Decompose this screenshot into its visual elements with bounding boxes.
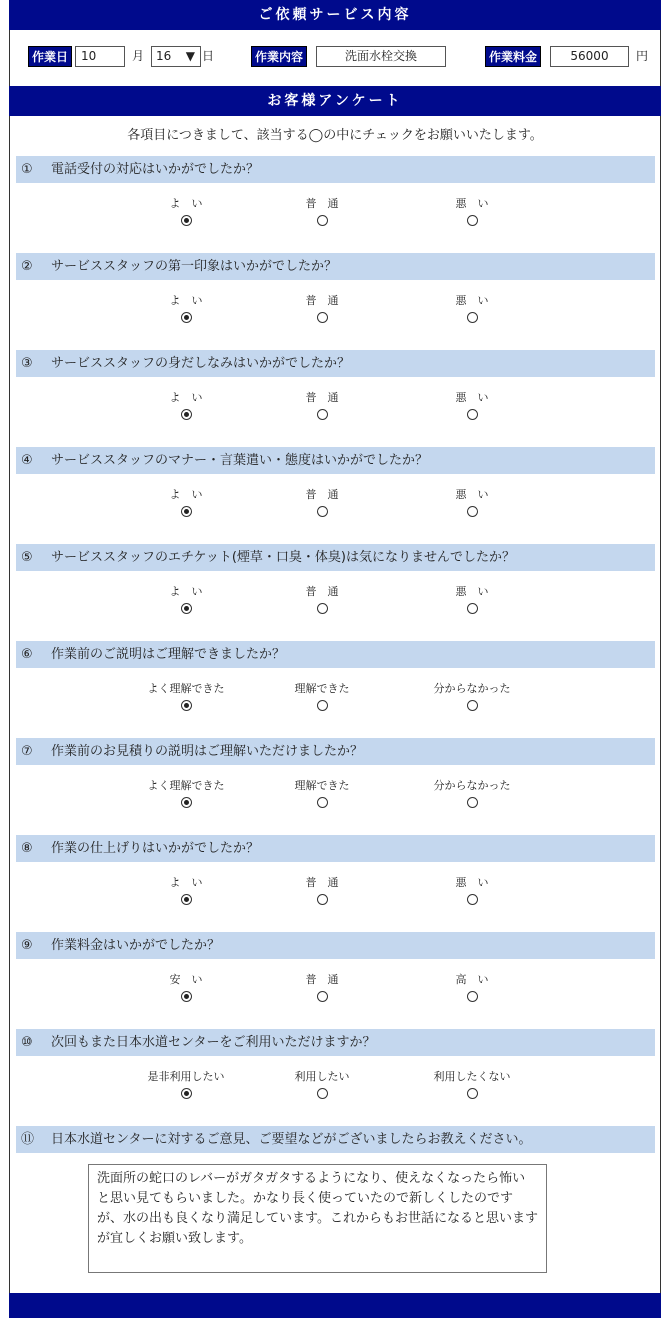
question-9-option-2[interactable] bbox=[262, 973, 382, 1002]
question-4-option-2[interactable] bbox=[262, 488, 382, 517]
question-7-header bbox=[16, 738, 655, 765]
question-8-option-3[interactable] bbox=[412, 876, 532, 905]
question-text: 作業前のご説明はご理解できましたか？ bbox=[51, 647, 286, 662]
radio-button[interactable] bbox=[181, 700, 192, 711]
option-label: 利用したくない bbox=[433, 1070, 511, 1083]
question-text: サービススタッフの身だしなみはいかがでしたか？ bbox=[51, 356, 351, 371]
question-10-option-3[interactable] bbox=[412, 1070, 532, 1099]
question-number: ⑨ bbox=[21, 938, 33, 953]
option-label: よ い bbox=[169, 294, 203, 307]
question-3-option-3[interactable] bbox=[412, 391, 532, 420]
question-10-option-1[interactable] bbox=[126, 1070, 246, 1099]
work-fee-field[interactable]: 56000 bbox=[550, 46, 629, 67]
option-label: よく理解できた bbox=[147, 682, 225, 695]
question-2-option-2[interactable] bbox=[262, 294, 382, 323]
survey-header: お客様アンケート bbox=[9, 86, 661, 116]
question-9-header bbox=[16, 932, 655, 959]
question-4-option-3[interactable] bbox=[412, 488, 532, 517]
question-7-option-3[interactable] bbox=[412, 779, 532, 808]
option-label: よ い bbox=[169, 488, 203, 501]
radio-button[interactable] bbox=[467, 215, 478, 226]
question-9-option-1[interactable] bbox=[126, 973, 246, 1002]
radio-button[interactable] bbox=[317, 797, 328, 808]
question-5-option-1[interactable] bbox=[126, 585, 246, 614]
service-info-row bbox=[9, 30, 661, 86]
radio-button[interactable] bbox=[467, 506, 478, 517]
radio-button[interactable] bbox=[181, 312, 192, 323]
radio-button[interactable] bbox=[317, 700, 328, 711]
question-10-header bbox=[16, 1029, 655, 1056]
option-label: よ い bbox=[169, 197, 203, 210]
option-label: 利用したい bbox=[294, 1070, 350, 1083]
radio-button[interactable] bbox=[317, 312, 328, 323]
question-1-option-2[interactable] bbox=[262, 197, 382, 226]
question-4-header bbox=[16, 447, 655, 474]
option-label: 悪 い bbox=[455, 391, 489, 404]
question-text: 作業料金はいかがでしたか？ bbox=[51, 938, 221, 953]
radio-button[interactable] bbox=[467, 409, 478, 420]
radio-button[interactable] bbox=[317, 506, 328, 517]
radio-button[interactable] bbox=[317, 991, 328, 1002]
radio-button[interactable] bbox=[181, 215, 192, 226]
comment-textarea[interactable]: 洗面所の蛇口のレバーがガタガタするようになり、使えなくなったら怖いと思い見てもらいました。かなり長く使っていたので新しくしたのですが、水の出も良くなり満足しています。これからもお世話になると思いますが宜しくお願い致します。 bbox=[88, 1164, 547, 1273]
day-select-value: 16 bbox=[156, 49, 172, 63]
question-6-option-3[interactable] bbox=[412, 682, 532, 711]
radio-button[interactable] bbox=[467, 797, 478, 808]
question-number: ⑤ bbox=[21, 550, 33, 565]
question-2-option-1[interactable] bbox=[126, 294, 246, 323]
question-1-option-3[interactable] bbox=[412, 197, 532, 226]
question-number: ⑦ bbox=[21, 744, 33, 759]
question-number: ⑪ bbox=[21, 1132, 35, 1147]
question-2-header bbox=[16, 253, 655, 280]
option-label: 分からなかった bbox=[433, 779, 511, 792]
question-number: ⑥ bbox=[21, 647, 33, 662]
question-text: サービススタッフのエチケット(煙草・口臭・体臭)は気になりませんでしたか？ bbox=[51, 550, 515, 565]
service-header: ご依頼サービス内容 bbox=[9, 0, 661, 30]
question-7-option-2[interactable] bbox=[262, 779, 382, 808]
option-label: 普 通 bbox=[305, 585, 339, 598]
question-2-option-3[interactable] bbox=[412, 294, 532, 323]
option-label: 悪 い bbox=[455, 197, 489, 210]
option-label: 悪 い bbox=[455, 585, 489, 598]
question-5-option-3[interactable] bbox=[412, 585, 532, 614]
question-number: ① bbox=[21, 162, 33, 177]
question-8-header bbox=[16, 835, 655, 862]
radio-button[interactable] bbox=[467, 700, 478, 711]
option-label: 普 通 bbox=[305, 876, 339, 889]
radio-button[interactable] bbox=[181, 409, 192, 420]
radio-button[interactable] bbox=[181, 1088, 192, 1099]
question-text: 電話受付の対応はいかがでしたか？ bbox=[51, 162, 260, 177]
radio-button[interactable] bbox=[317, 603, 328, 614]
chevron-down-icon: ▼ bbox=[185, 49, 195, 63]
radio-button[interactable] bbox=[317, 409, 328, 420]
question-1-option-1[interactable] bbox=[126, 197, 246, 226]
question-8-option-1[interactable] bbox=[126, 876, 246, 905]
radio-button[interactable] bbox=[467, 1088, 478, 1099]
day-unit: 日 bbox=[202, 49, 215, 63]
question-1-header bbox=[16, 156, 655, 183]
question-3-option-2[interactable] bbox=[262, 391, 382, 420]
option-label: よ い bbox=[169, 876, 203, 889]
question-text: 作業前のお見積りの説明はご理解いただけましたか？ bbox=[51, 744, 364, 759]
radio-button[interactable] bbox=[467, 991, 478, 1002]
question-6-header bbox=[16, 641, 655, 668]
option-label: 悪 い bbox=[455, 294, 489, 307]
radio-button[interactable] bbox=[317, 1088, 328, 1099]
option-label: よ い bbox=[169, 391, 203, 404]
work-date-label: 作業日 bbox=[28, 46, 72, 67]
question-text: 日本水道センターに対するご意見、ご要望などがございましたらお教えください。 bbox=[51, 1132, 532, 1147]
question-text: サービススタッフのマナー・言葉遣い・態度はいかがでしたか？ bbox=[51, 453, 429, 468]
question-3-header bbox=[16, 350, 655, 377]
question-9-option-3[interactable] bbox=[412, 973, 532, 1002]
work-content-label: 作業内容 bbox=[251, 46, 307, 67]
question-11-header bbox=[16, 1126, 655, 1153]
radio-button[interactable] bbox=[181, 603, 192, 614]
question-number: ⑧ bbox=[21, 841, 33, 856]
option-label: 安 い bbox=[169, 973, 203, 986]
work-fee-label: 作業料金 bbox=[485, 46, 541, 67]
question-text: サービススタッフの第一印象はいかがでしたか？ bbox=[51, 259, 338, 274]
question-6-option-1[interactable] bbox=[126, 682, 246, 711]
fee-unit: 円 bbox=[636, 49, 649, 63]
option-label: 高 い bbox=[455, 973, 489, 986]
option-label: 普 通 bbox=[305, 488, 339, 501]
question-number: ⑩ bbox=[21, 1035, 33, 1050]
question-number: ③ bbox=[21, 356, 33, 371]
option-label: 普 通 bbox=[305, 391, 339, 404]
option-label: 普 通 bbox=[305, 197, 339, 210]
question-3-option-1[interactable] bbox=[126, 391, 246, 420]
option-label: よく理解できた bbox=[147, 779, 225, 792]
radio-button[interactable] bbox=[181, 797, 192, 808]
question-text: 作業の仕上げりはいかがでしたか？ bbox=[51, 841, 260, 856]
radio-button[interactable] bbox=[467, 894, 478, 905]
question-6-option-2[interactable] bbox=[262, 682, 382, 711]
question-5-header bbox=[16, 544, 655, 571]
month-unit: 月 bbox=[132, 49, 145, 63]
question-4-option-1[interactable] bbox=[126, 488, 246, 517]
question-text: 次回もまた日本水道センターをご利用いただけますか？ bbox=[51, 1035, 376, 1050]
question-8-option-2[interactable] bbox=[262, 876, 382, 905]
radio-button[interactable] bbox=[467, 603, 478, 614]
radio-button[interactable] bbox=[467, 312, 478, 323]
question-7-option-1[interactable] bbox=[126, 779, 246, 808]
day-select[interactable] bbox=[151, 46, 201, 67]
survey-intro: 各項目につきまして、該当する◯の中にチェックをお願いいたします。 bbox=[127, 128, 543, 143]
option-label: 理解できた bbox=[294, 682, 350, 695]
question-5-option-2[interactable] bbox=[262, 585, 382, 614]
option-label: 悪 い bbox=[455, 488, 489, 501]
option-label: よ い bbox=[169, 585, 203, 598]
option-label: 分からなかった bbox=[433, 682, 511, 695]
radio-button[interactable] bbox=[181, 894, 192, 905]
option-label: 理解できた bbox=[294, 779, 350, 792]
radio-button[interactable] bbox=[317, 894, 328, 905]
work-content-field[interactable]: 洗面水栓交換 bbox=[316, 46, 446, 67]
option-label: 悪 い bbox=[455, 876, 489, 889]
radio-button[interactable] bbox=[181, 506, 192, 517]
question-number: ② bbox=[21, 259, 33, 274]
option-label: 普 通 bbox=[305, 973, 339, 986]
question-number: ④ bbox=[21, 453, 33, 468]
option-label: 普 通 bbox=[305, 294, 339, 307]
footer-bar bbox=[9, 1293, 661, 1318]
question-10-option-2[interactable] bbox=[262, 1070, 382, 1099]
option-label: 是非利用したい bbox=[147, 1070, 225, 1083]
radio-button[interactable] bbox=[317, 215, 328, 226]
month-input[interactable]: 10 bbox=[75, 46, 125, 67]
radio-button[interactable] bbox=[181, 991, 192, 1002]
